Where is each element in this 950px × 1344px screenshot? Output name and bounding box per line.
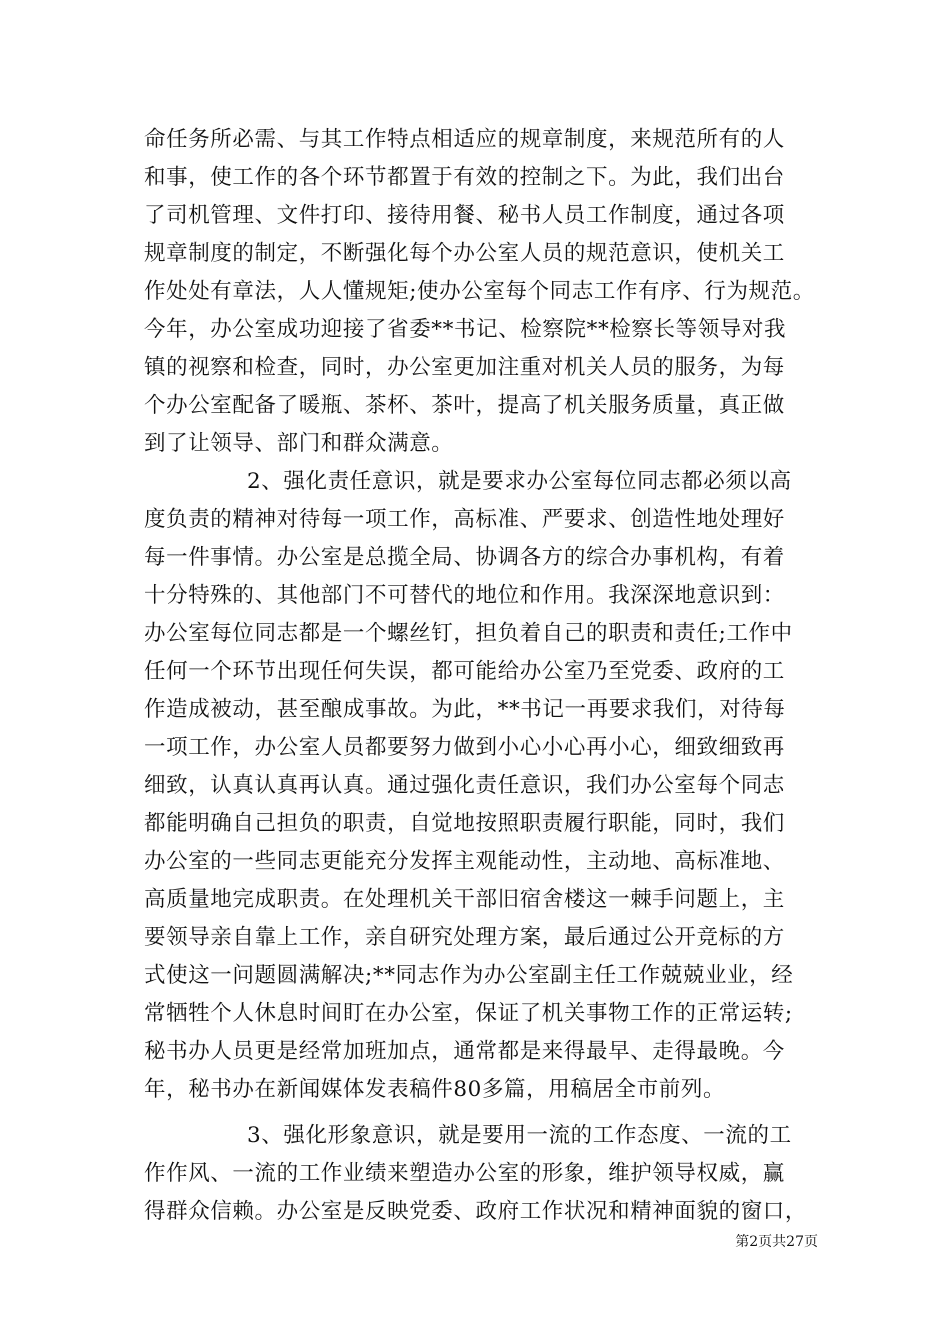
text-line-3: 了司机管理、文件打印、接待用餐、秘书人员工作制度，通过各项 <box>144 203 785 228</box>
text-line-13: 十分特殊的、其他部门不可替代的地位和作用。我深深地意识到： <box>144 583 785 608</box>
paragraph-2-first-line: 2、强化责任意识，就是要求办公室每位同志都必须以高 <box>247 469 792 494</box>
text-line-5: 作处处有章法，人人懂规矩;使办公室每个同志工作有序、行为规范。 <box>144 279 815 304</box>
text-line-9: 到了让领导、部门和群众满意。 <box>144 431 454 456</box>
text-line-16: 作造成被动，甚至酿成事故。为此，**书记一再要求我们，对待每 <box>144 697 786 722</box>
text-line-20: 办公室的一些同志更能充分发挥主观能动性，主动地、高标准地、 <box>144 849 785 874</box>
text-line-7: 镇的视察和检查，同时，办公室更加注重对机关人员的服务，为每 <box>144 355 785 380</box>
text-line-12: 每一件事情。办公室是总揽全局、协调各方的综合办事机构，有着 <box>144 545 785 570</box>
text-line-23: 式使这一问题圆满解决;**同志作为办公室副主任工作兢兢业业，经 <box>144 963 794 988</box>
text-line-6: 今年，办公室成功迎接了省委**书记、检察院**检察长等领导对我 <box>144 317 787 342</box>
text-line-22: 要领导亲自靠上工作，亲自研究处理方案，最后通过公开竞标的方 <box>144 925 785 950</box>
text-line-21: 高质量地完成职责。在处理机关干部旧宿舍楼这一棘手问题上，主 <box>144 887 785 912</box>
text-line-14: 办公室每位同志都是一个螺丝钉，担负着自己的职责和责任;工作中 <box>144 621 793 646</box>
text-line-17: 一项工作，办公室人员都要努力做到小心小心再小心，细致细致再 <box>144 735 785 760</box>
paragraph-3-first-line: 3、强化形象意识，就是要用一流的工作态度、一流的工 <box>247 1123 792 1148</box>
text-line-28: 作作风、一流的工作业绩来塑造办公室的形象，维护领导权威，赢 <box>144 1161 785 1186</box>
text-line-18: 细致，认真认真再认真。通过强化责任意识，我们办公室每个同志 <box>144 773 785 798</box>
text-line-26: 年，秘书办在新闻媒体发表稿件80多篇，用稿居全市前列。 <box>144 1077 726 1102</box>
text-line-11: 度负责的精神对待每一项工作，高标准、严要求、创造性地处理好 <box>144 507 785 532</box>
text-line-19: 都能明确自己担负的职责，自觉地按照职责履行职能，同时，我们 <box>144 811 785 836</box>
text-line-8: 个办公室配备了暖瓶、茶杯、茶叶，提高了机关服务质量，真正做 <box>144 393 785 418</box>
text-line-4: 规章制度的制定，不断强化每个办公室人员的规范意识，使机关工 <box>144 241 785 266</box>
text-line-25: 秘书办人员更是经常加班加点，通常都是来得最早、走得最晚。今 <box>144 1039 785 1064</box>
text-line-1: 命任务所必需、与其工作特点相适应的规章制度，来规范所有的人 <box>144 127 785 152</box>
text-line-24: 常牺牲个人休息时间盯在办公室，保证了机关事物工作的正常运转; <box>144 1001 793 1026</box>
text-line-29: 得群众信赖。办公室是反映党委、政府工作状况和精神面貌的窗口， <box>144 1199 808 1224</box>
text-line-2: 和事，使工作的各个环节都置于有效的控制之下。为此，我们出台 <box>144 165 785 190</box>
page-number-footer: 第2页共27页 <box>735 1234 818 1250</box>
text-line-15: 任何一个环节出现任何失误，都可能给办公室乃至党委、政府的工 <box>144 659 785 684</box>
